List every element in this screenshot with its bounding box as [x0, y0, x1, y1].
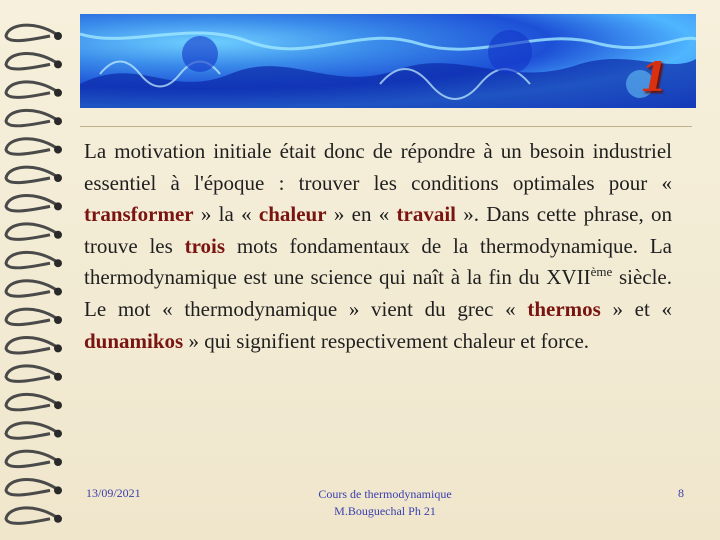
binding-hole [54, 401, 62, 409]
body-paragraph [84, 136, 672, 357]
footer-page-number: 8 [678, 486, 684, 500]
spiral-binding-ring-icon [6, 110, 56, 125]
superscript: ème [590, 264, 613, 280]
spiral-binding-ring-icon [6, 54, 56, 69]
text-run: » qui signifient respectivement chaleur et force. [183, 328, 590, 353]
binding-hole [54, 202, 62, 210]
text-run: » et « [600, 296, 672, 321]
binding-hole [54, 316, 62, 324]
binding-hole [54, 259, 62, 267]
binding-hole [54, 344, 62, 352]
keyword-dunamikos: dunamikos [84, 328, 184, 353]
footer-course-author: M.Bouguechal Ph 21 [334, 504, 436, 518]
binding-hole [54, 146, 62, 154]
binding-hole [54, 515, 62, 523]
spiral-binding-ring-icon [6, 451, 56, 466]
footer-date: 13/09/2021 [86, 486, 141, 500]
binding-hole [54, 89, 62, 97]
binding-hole [54, 117, 62, 125]
spiral-binding-ring-icon [6, 196, 56, 211]
binding-hole [54, 288, 62, 296]
divider [80, 126, 692, 127]
spiral-binding-ring-icon [6, 82, 56, 97]
spiral-binding-ring-icon [6, 309, 56, 324]
keyword-thermos: thermos [527, 296, 601, 321]
text-run: La motivation initiale était donc de répondre à un besoin industriel essentiel à l'époque : trouver les conditions optimales pour « [84, 139, 672, 195]
spiral-binding-ring-icon [6, 139, 56, 154]
keyword-trois: trois [184, 233, 226, 258]
spiral-binding-ring-icon [6, 508, 56, 523]
binding-hole [54, 458, 62, 466]
keyword-transformer: transformer [84, 202, 194, 227]
text-run: mots fondamentaux de la thermodynamique. La thermodynamique est une science qui naît à la fin du XVII [84, 233, 672, 290]
binding-hole [54, 231, 62, 239]
spiral-binding-ring-icon [6, 423, 56, 438]
fractal-banner [80, 14, 696, 108]
spiral-binding [0, 0, 72, 540]
slide-number-badge: 1 [640, 54, 668, 101]
spiral-binding-ring-icon [6, 281, 56, 296]
text-run: » en « [326, 202, 397, 227]
binding-hole [54, 32, 62, 40]
spiral-binding-ring-icon [6, 252, 56, 267]
spiral-binding-ring-icon [6, 25, 56, 40]
fractal-image [80, 14, 696, 108]
binding-hole [54, 430, 62, 438]
spiral-binding-ring-icon [6, 480, 56, 495]
footer-course [280, 486, 490, 520]
binding-hole [54, 486, 62, 494]
footer-course-title: Cours de thermodynamique [318, 487, 452, 501]
spiral-binding-ring-icon [6, 394, 56, 409]
text-run: ». Dans cette phrase, on trouve les [84, 202, 672, 258]
binding-hole [54, 373, 62, 381]
binding-hole [54, 60, 62, 68]
keyword-travail: travail [396, 202, 456, 227]
spiral-binding-ring-icon [6, 167, 56, 182]
binding-hole [54, 174, 62, 182]
spiral-binding-ring-icon [6, 366, 56, 381]
text-run: siècle. Le mot « thermodynamique » vient du grec « [84, 265, 672, 321]
keyword-chaleur: chaleur [258, 202, 327, 227]
spiral-binding-ring-icon [6, 338, 56, 353]
spiral-binding-ring-icon [6, 224, 56, 239]
text-run: » la « [193, 202, 259, 227]
